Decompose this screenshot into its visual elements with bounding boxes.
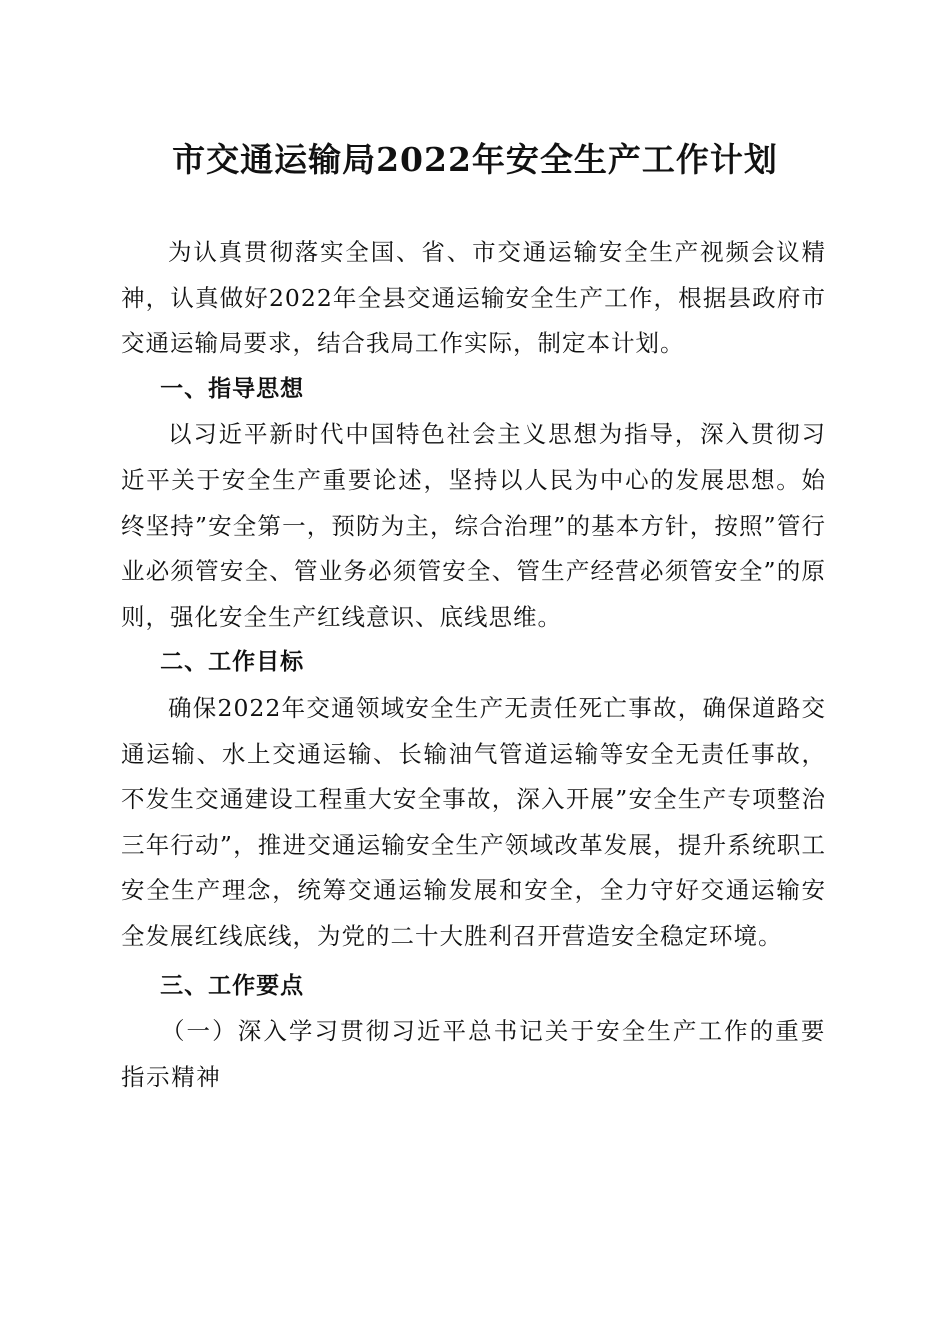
document-title: 市交通运输局2022年安全生产工作计划 xyxy=(172,140,778,179)
section-body-guiding-ideology: 以习近平新时代中国特色社会主义思想为指导，深入贯彻习近平关于安全生产重要论述，坚持以人民为中心的发展思想。始终坚持”安全第一，预防为主，综合治理”的基本方针，按照”管行业必须管安全、管业务必须管安全、管生产经营必须管安全”的原则，强化安全生产红线意识、底线思维。 xyxy=(121,420,826,631)
section-heading-work-points: 三、工作要点 xyxy=(160,972,305,999)
section-heading-work-goals: 二、工作目标 xyxy=(160,649,305,676)
section-body-work-goals: 确保2022年交通领域安全生产无责任死亡事故，确保道路交通运输、水上交通运输、长输油气管道运输等安全无责任事故，不发生交通建设工程重大安全事故，深入开展”安全生产专项整治三年行动”，推进交通运输安全生产领域改革发展，提升系统职工安全生产理念，统筹交通运输发展和安全，全力守好交通运输安全发展红线底线，为党的二十大胜利召开营造安全稳定环境。 xyxy=(121,693,826,950)
section-heading-guiding-ideology: 一、指导思想 xyxy=(160,375,305,402)
subsection-heading-study-instructions: （一）深入学习贯彻习近平总书记关于安全生产工作的重要指示精神 xyxy=(121,1017,826,1091)
document-body xyxy=(121,230,826,1100)
intro-paragraph: 为认真贯彻落实全国、省、市交通运输安全生产视频会议精神，认真做好2022年全县交通运输安全生产工作，根据县政府市交通运输局要求，结合我局工作实际，制定本计划。 xyxy=(121,238,826,358)
